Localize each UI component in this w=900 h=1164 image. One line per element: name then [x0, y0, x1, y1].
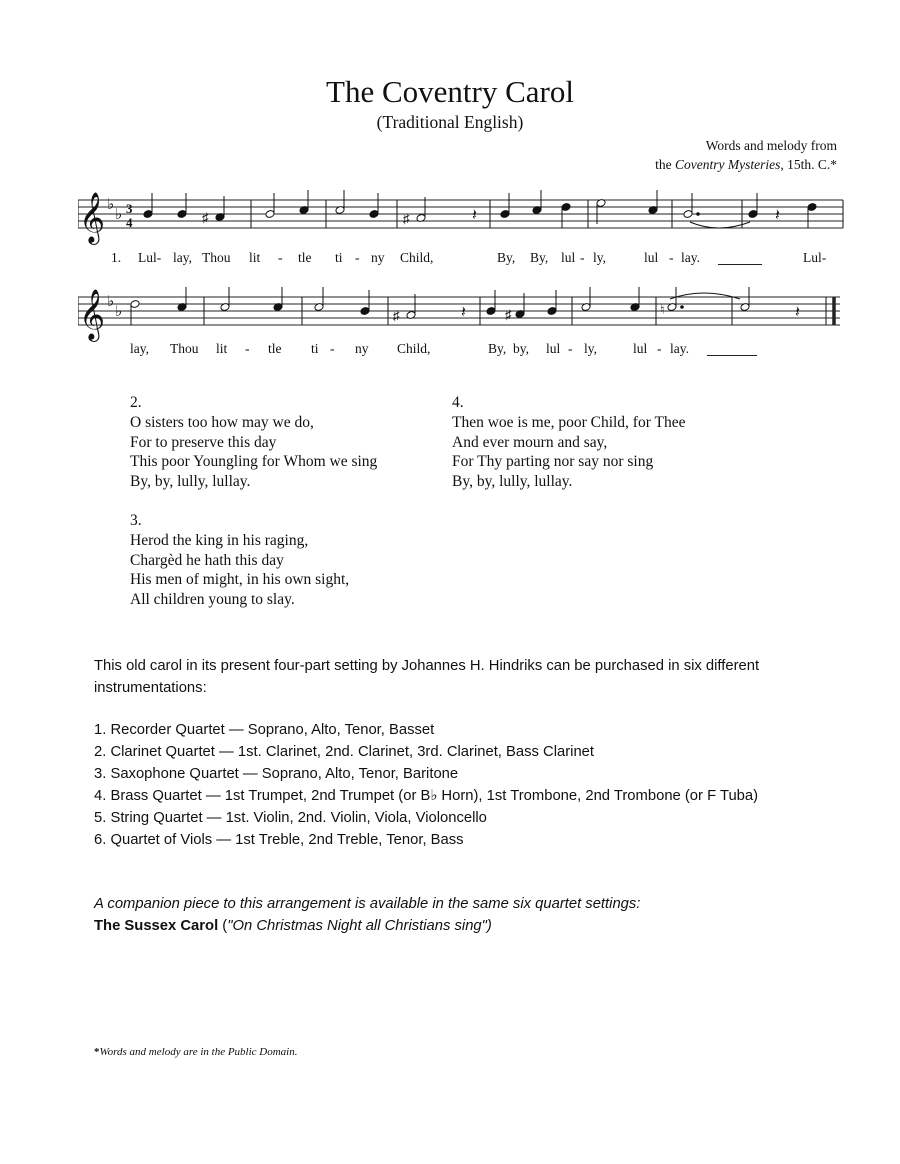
lyric-syllable: ny: [355, 341, 369, 356]
lyric-syllable: lul: [633, 341, 648, 356]
companion-title: [94, 918, 492, 934]
page-title: The Coventry Carol: [326, 74, 574, 109]
lyric-syllable: -: [669, 250, 674, 265]
lyric-syllable: Thou: [170, 341, 199, 356]
lyric-syllable: lit: [216, 341, 228, 356]
lyric-syllable: -: [657, 341, 662, 356]
lyric-syllable: lul: [546, 341, 561, 356]
lyric-syllable: ly,: [593, 250, 606, 265]
verse-line: For to preserve this day: [130, 433, 277, 451]
lyric-syllable: lay.: [681, 250, 700, 265]
lyric-syllable: Lul-: [138, 250, 162, 265]
lyric-syllable: lay.: [670, 341, 689, 356]
companion-note: A companion piece to this arrangement is available in the same six quartet settings:: [94, 896, 641, 912]
lyric-syllable: Lul-: [803, 250, 827, 265]
flat-icon: ♭: [107, 292, 115, 310]
credit-line-2: [655, 157, 837, 173]
music-staff-2: [78, 287, 848, 347]
tie: [690, 222, 750, 228]
verse-line: By, by, lully, lullay.: [130, 473, 251, 491]
verse-line: His men of might, in his own sight,: [130, 571, 350, 589]
lyric-syllable: Child,: [397, 341, 431, 356]
verse-number: 3.: [130, 512, 142, 529]
lyric-syllable: Child,: [400, 250, 434, 265]
music-staff-1: [78, 190, 848, 250]
companion-paren: (: [218, 918, 228, 934]
verse-line: And ever mourn and say,: [452, 433, 608, 451]
verse-line: By, by, lully, lullay.: [452, 473, 573, 491]
verse-line: This poor Youngling for Whom we sing: [130, 453, 378, 471]
lyric-syllable: lay,: [130, 341, 149, 356]
verse-line: For Thy parting nor say nor sing: [452, 453, 654, 471]
verse-3: [130, 511, 349, 610]
lyric-syllable: ly,: [584, 341, 597, 356]
verse-line: O sisters too how may we do,: [130, 413, 314, 431]
quarter-rest-icon: 𝄽: [775, 207, 780, 224]
list-item: 6. Quartet of Viols — 1st Treble, 2nd Treble, Tenor, Bass: [94, 832, 464, 848]
instrumentation-list: [94, 719, 758, 851]
lyric-syllable: lul: [561, 250, 576, 265]
lyric-syllable: -: [278, 250, 283, 265]
verse-line: All children young to slay.: [130, 591, 295, 609]
lyric-syllable: -: [355, 250, 360, 265]
lyric-extender: [707, 355, 757, 356]
treble-clef-icon: 𝄞: [79, 192, 106, 243]
verse-2: [130, 393, 377, 492]
lyric-syllable: By,: [530, 250, 549, 265]
companion-subtitle: "On Christmas Night all Christians sing"): [227, 918, 492, 934]
lyric-syllable: by,: [513, 341, 529, 356]
sharp-icon: ♯: [393, 308, 400, 323]
verse-4: [452, 393, 685, 492]
flat-icon: ♭: [107, 195, 115, 213]
time-signature: 3: [126, 201, 133, 216]
verse-line: Chargèd he hath this day: [130, 551, 284, 569]
lyric-syllable: Thou: [202, 250, 231, 265]
lyric-syllable: lul: [644, 250, 659, 265]
sharp-icon: ♯: [202, 210, 209, 225]
list-item: 3. Saxophone Quartet — Soprano, Alto, Tenor, Baritone: [94, 766, 459, 782]
tie: [670, 293, 740, 299]
flat-icon: ♭: [115, 205, 123, 223]
verse-number: 4.: [452, 394, 464, 411]
lyric-syllable: tle: [298, 250, 312, 265]
credit-date: , 15th. C.*: [780, 157, 837, 172]
list-item: 2. Clarinet Quartet — 1st. Clarinet, 2nd. Clarinet, 3rd. Clarinet, Bass Clarinet: [94, 744, 595, 760]
credit-prefix: the: [655, 157, 676, 172]
purchase-intro: This old carol in its present four-part setting by Johannes H. Hindriks can be purchased in six different instrumentations:: [94, 658, 760, 696]
list-item: 1. Recorder Quartet — Soprano, Alto, Tenor, Basset: [94, 722, 435, 738]
quarter-rest-icon: 𝄽: [472, 207, 477, 224]
lyric-syllable: lay,: [173, 250, 192, 265]
page-subtitle: (Traditional English): [376, 112, 524, 132]
quarter-rest-icon: 𝄽: [461, 304, 466, 321]
footnote-text: Words and melody are in the Public Domain.: [99, 1046, 298, 1058]
sharp-icon: ♯: [403, 211, 410, 226]
time-signature: 4: [126, 215, 133, 230]
lyric-syllable: tle: [268, 341, 282, 356]
verse-line: Herod the king in his raging,: [130, 531, 309, 549]
list-item: 4. Brass Quartet — 1st Trumpet, 2nd Trumpet (or B♭ Horn), 1st Trombone, 2nd Trombone (or F Tuba): [94, 788, 759, 804]
lyric-syllable: ti: [311, 341, 319, 356]
verse-line: Then woe is me, poor Child, for Thee: [452, 413, 686, 431]
lyric-syllable: -: [580, 250, 585, 265]
lyric-syllable: By,: [497, 250, 516, 265]
credit-source-title: Coventry Mysteries: [675, 157, 781, 172]
flat-icon: ♭: [115, 302, 123, 320]
quarter-rest-icon: 𝄽: [795, 304, 800, 321]
lyric-syllable: -: [330, 341, 335, 356]
footnote: [94, 1046, 297, 1058]
lyric-extender: [718, 264, 762, 265]
lyric-syllable: By,: [488, 341, 507, 356]
footnote-mark: *: [94, 1046, 100, 1058]
credit-line-1: Words and melody from: [705, 138, 837, 153]
lyric-syllable: 1.: [111, 250, 122, 265]
lyric-syllable: lit: [249, 250, 261, 265]
lyric-syllable: ny: [371, 250, 385, 265]
list-item: 5. String Quartet — 1st. Violin, 2nd. Violin, Viola, Violoncello: [94, 810, 487, 826]
lyric-syllable: -: [245, 341, 250, 356]
natural-icon: ♮: [660, 302, 665, 317]
lyric-syllable: ti: [335, 250, 343, 265]
sharp-icon: ♯: [505, 307, 512, 322]
lyric-syllable: -: [568, 341, 573, 356]
verse-number: 2.: [130, 394, 142, 411]
companion-title-bold: The Sussex Carol: [94, 918, 219, 934]
treble-clef-icon: 𝄞: [79, 289, 106, 340]
